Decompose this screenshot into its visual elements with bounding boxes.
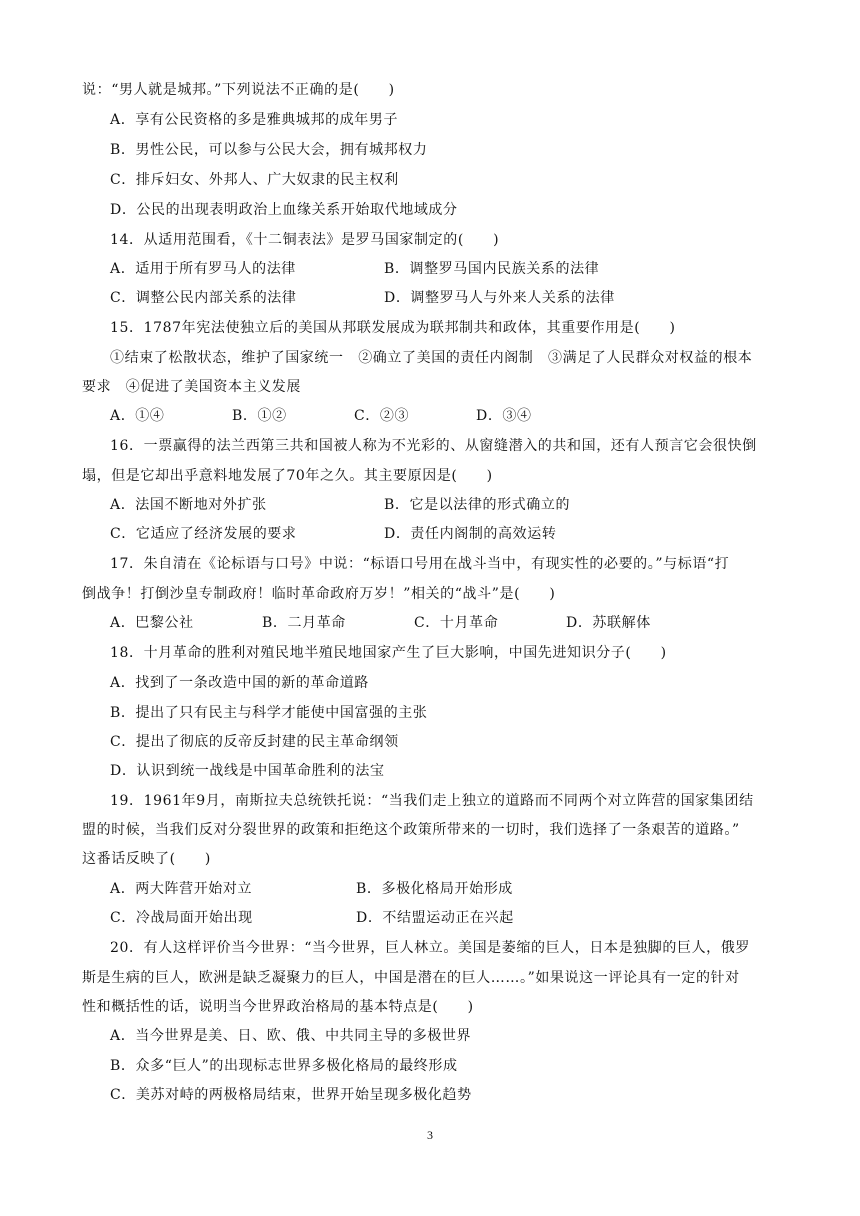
q17-stem-line1: 17．朱自清在《论标语与口号》中说：“标语口号用在战斗当中，有现实性的必要的。”与标语“打 [110, 556, 730, 572]
q19-stem-line3: 这番话反映了( ) [82, 851, 211, 867]
q17-option-b: B．二月革命 [262, 615, 346, 631]
q16-option-a: A．法国不断地对外扩张 [110, 497, 267, 513]
q16-option-d: D．责任内阁制的高效运转 [384, 526, 557, 542]
q19-option-d: D．不结盟运动正在兴起 [356, 910, 514, 926]
q17-option-d: D．苏联解体 [566, 615, 651, 631]
q18-stem: 18．十月革命的胜利对殖民地半殖民地国家产生了巨大影响，中国先进知识分子( ) [110, 645, 667, 661]
q15-option-c: C．②③ [354, 408, 410, 424]
q13-option-c: C．排斥妇女、外邦人、广大奴隶的民主权利 [110, 172, 399, 188]
q17-option-a: A．巴黎公社 [110, 615, 194, 631]
q15-option-b: B．①② [232, 408, 287, 424]
q16-stem-line2: 塌，但是它却出乎意料地发展了70年之久。其主要原因是( ) [82, 468, 493, 484]
q13-option-a: A．享有公民资格的多是雅典城邦的成年男子 [110, 112, 399, 128]
q15-stem: 15．1787年宪法使独立后的美国从邦联发展成为联邦制共和政体，其重要作用是( ) [110, 320, 676, 336]
q20-option-c: C．美苏对峙的两极格局结束，世界开始呈现多极化趋势 [110, 1087, 472, 1103]
q13-option-b: B．男性公民，可以参与公民大会，拥有城邦权力 [110, 142, 428, 158]
q20-option-a: A．当今世界是美、日、欧、俄、中共同主导的多极世界 [110, 1028, 472, 1044]
q14-option-a: A．适用于所有罗马人的法律 [110, 261, 296, 277]
q18-option-d: D．认识到统一战线是中国革命胜利的法宝 [110, 763, 385, 779]
q19-option-a: A．两大阵营开始对立 [110, 881, 253, 897]
q18-option-b: B．提出了只有民主与科学才能使中国富强的主张 [110, 705, 428, 721]
q19-stem-line1: 19．1961年9月，南斯拉夫总统铁托说：“当我们走上独立的道路而不同两个对立阵营的国家集团结 [110, 793, 754, 809]
q15-items-line2: 要求 ④促进了美国资本主义发展 [82, 379, 301, 395]
q13-stem: 说：“男人就是城邦。”下列说法不正确的是( ) [82, 82, 395, 98]
q16-option-b: B．它是以法律的形式确立的 [384, 497, 571, 513]
q14-option-d: D．调整罗马人与外来人关系的法律 [384, 290, 615, 306]
q20-option-b: B．众多“巨人”的出现标志世界多极化格局的最终形成 [110, 1058, 458, 1074]
q16-stem-line1: 16．一票赢得的法兰西第三共和国被人称为不光彩的、从窗缝潜入的共和国，还有人预言它会很快倒 [110, 438, 757, 454]
q18-option-c: C．提出了彻底的反帝反封建的民主革命纲领 [110, 734, 399, 750]
q20-stem-line1: 20．有人这样评价当今世界：“当今世界，巨人林立。美国是萎缩的巨人，日本是独脚的巨人，俄罗 [110, 940, 750, 956]
q19-option-b: B．多极化格局开始形成 [356, 881, 513, 897]
q19-option-c: C．冷战局面开始出现 [110, 910, 253, 926]
page-number: 3 [427, 1128, 433, 1142]
q15-option-d: D．③④ [476, 408, 532, 424]
q20-stem-line2: 斯是生病的巨人，欧洲是缺乏凝聚力的巨人，中国是潜在的巨人……。”如果说这一评论具有一定的针对 [82, 970, 740, 986]
q14-option-b: B．调整罗马国内民族关系的法律 [384, 261, 600, 277]
q13-option-d: D．公民的出现表明政治上血缘关系开始取代地域成分 [110, 202, 458, 218]
q20-stem-line3: 性和概括性的话，说明当今世界政治格局的基本特点是( ) [82, 999, 474, 1015]
q17-option-c: C．十月革命 [414, 615, 499, 631]
q18-option-a: A．找到了一条改造中国的新的革命道路 [110, 675, 369, 691]
q14-option-c: C．调整公民内部关系的法律 [110, 290, 297, 306]
q15-option-a: A．①④ [110, 408, 165, 424]
q15-items-line1: ①结束了松散状态，维护了国家统一 ②确立了美国的责任内阁制 ③满足了人民群众对权益的根本 [110, 350, 753, 366]
q17-stem-line2: 倒战争！打倒沙皇专制政府！临时革命政府万岁！”相关的“战斗”是( ) [82, 586, 556, 602]
q16-option-c: C．它适应了经济发展的要求 [110, 526, 297, 542]
q19-stem-line2: 盟的时候，当我们反对分裂世界的政策和拒绝这个政策所带来的一切时，我们选择了一条艰苦的道路。” [82, 822, 740, 838]
q14-stem: 14．从适用范围看，《十二铜表法》是罗马国家制定的( ) [110, 232, 500, 248]
